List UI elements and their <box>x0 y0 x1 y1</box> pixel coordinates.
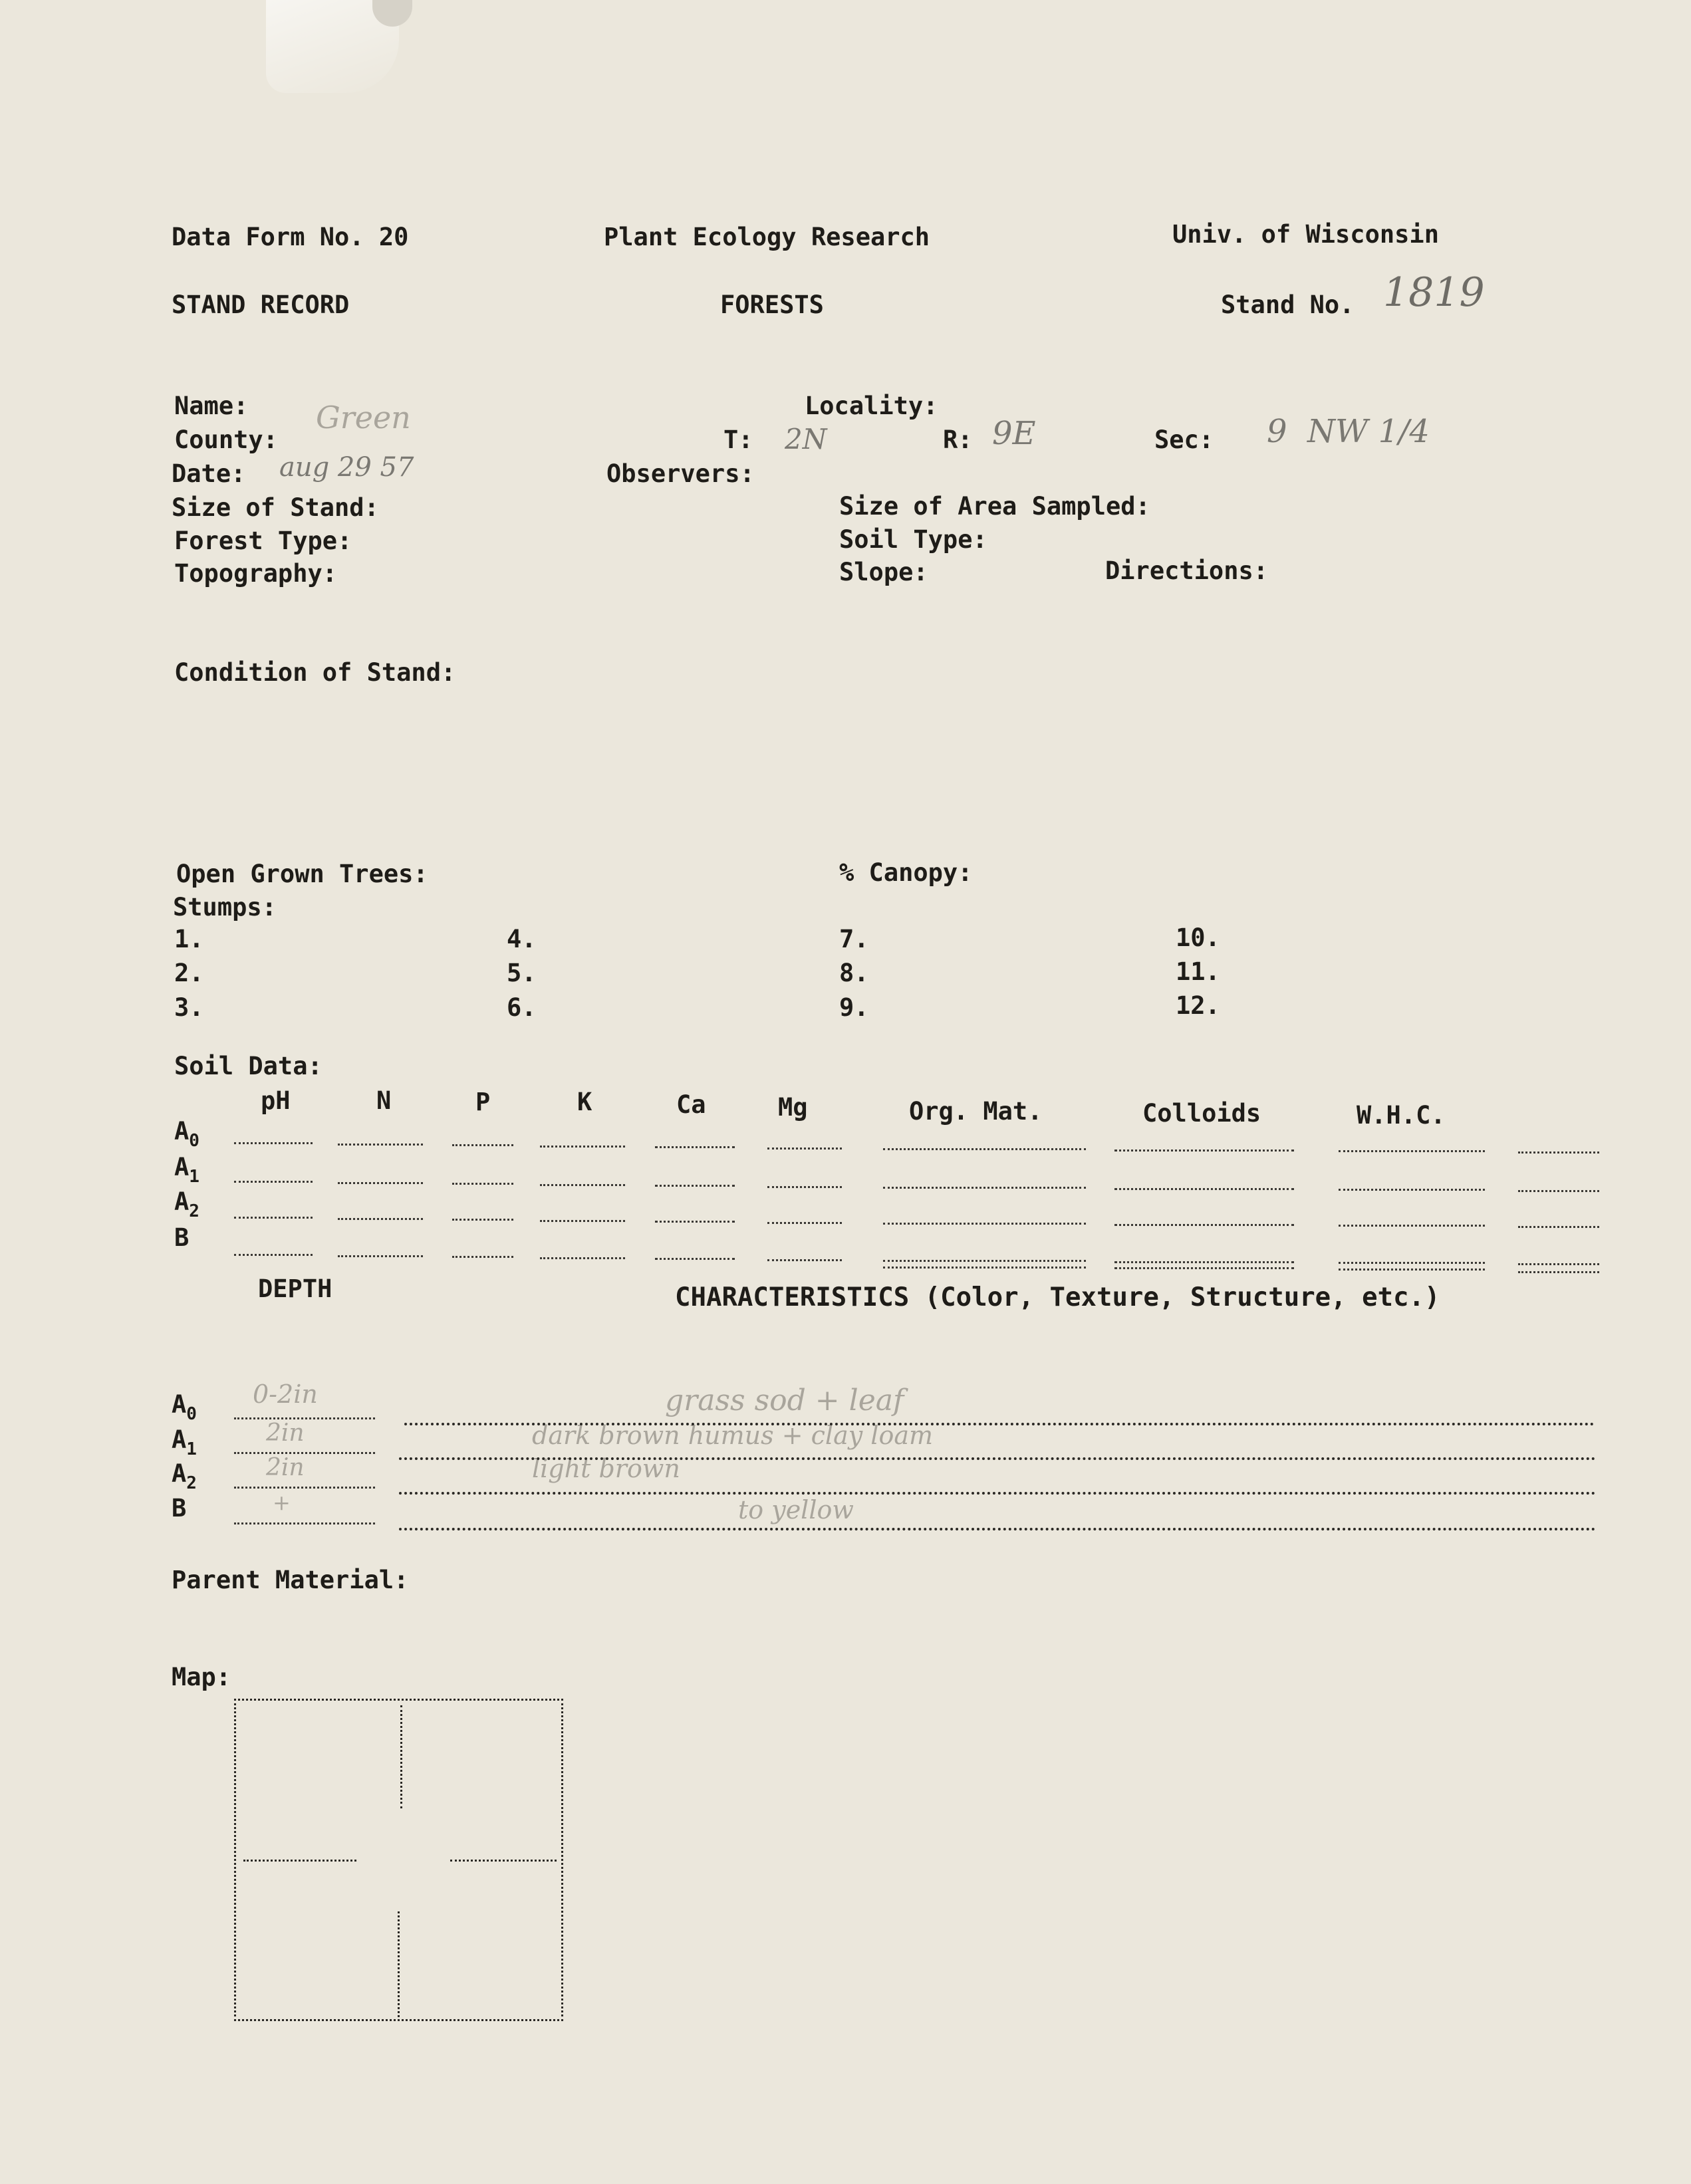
depth-label: DEPTH <box>258 1274 332 1303</box>
horizon-a0: $A_0$ <box>174 1117 199 1151</box>
parent-material-label: Parent Material: <box>172 1566 409 1594</box>
soil-cell-line <box>1339 1225 1485 1227</box>
col-mg: Mg <box>778 1093 808 1122</box>
program-title: Plant Ecology Research <box>604 223 930 251</box>
stump-10: 10. <box>1176 923 1220 952</box>
desc-a2: light brown <box>532 1454 680 1483</box>
soil-cell-line <box>655 1146 735 1148</box>
depth-a2: 2in <box>266 1454 305 1481</box>
soil-cell-line <box>1114 1261 1294 1263</box>
soil-cell-line <box>767 1148 842 1150</box>
col-org-mat: Org. Mat. <box>909 1097 1043 1126</box>
soil-cell-line <box>1518 1152 1599 1153</box>
profile-horizon-a0: $A_0$ <box>172 1390 197 1424</box>
profile-horizon-a2: $A_2$ <box>172 1459 197 1493</box>
section-label: Sec: <box>1154 425 1214 454</box>
section-value: 9 NW 1/4 <box>1267 413 1430 450</box>
soil-data-label: Soil Data: <box>174 1052 323 1080</box>
stump-5: 5. <box>507 959 537 987</box>
depth-a0: 0-2in <box>253 1380 318 1409</box>
desc-line-a1 <box>399 1457 1596 1460</box>
soil-cell-line <box>1114 1150 1294 1152</box>
topography-label: Topography: <box>174 559 338 588</box>
soil-cell-line <box>234 1181 313 1183</box>
col-p: P <box>475 1088 491 1116</box>
soil-cell-line <box>1518 1271 1599 1273</box>
stump-6: 6. <box>507 993 537 1022</box>
range-label: R: <box>943 425 973 454</box>
col-n: N <box>376 1086 392 1115</box>
stump-11: 11. <box>1176 957 1220 986</box>
stand-number-label: Stand No. <box>1221 291 1355 319</box>
desc-line-a0 <box>404 1423 1595 1425</box>
range-value: 9E <box>992 415 1036 452</box>
stump-8: 8. <box>839 959 869 987</box>
slope-label: Slope: <box>839 558 928 586</box>
soil-cell-line <box>338 1182 423 1184</box>
soil-cell-line <box>452 1256 513 1258</box>
soil-cell-line <box>452 1144 513 1146</box>
desc-a0: grass sod + leaf <box>665 1384 904 1417</box>
soil-cell-line <box>1114 1188 1294 1190</box>
soil-cell-line <box>1518 1226 1599 1228</box>
size-of-stand-label: Size of Stand: <box>172 493 379 522</box>
stand-number-value: 1819 <box>1383 269 1485 316</box>
size-of-area-label: Size of Area Sampled: <box>839 492 1150 521</box>
soil-cell-line <box>1518 1263 1599 1265</box>
open-grown-label: Open Grown Trees: <box>176 860 428 888</box>
horizon-b: B <box>174 1223 190 1252</box>
forest-type-label: Forest Type: <box>174 527 352 555</box>
col-colloids: Colloids <box>1142 1099 1261 1128</box>
soil-cell-line <box>234 1142 313 1144</box>
desc-line-b <box>399 1528 1596 1530</box>
soil-cell-line <box>1339 1189 1485 1191</box>
depth-a1: 2in <box>266 1419 305 1447</box>
col-k: K <box>577 1088 592 1116</box>
directions-label: Directions: <box>1105 556 1269 585</box>
profile-horizon-b: B <box>172 1494 187 1522</box>
soil-cell-line <box>767 1222 842 1224</box>
soil-cell-line <box>1339 1262 1485 1264</box>
soil-cell-line <box>338 1255 423 1257</box>
depth-line-a2 <box>234 1487 375 1489</box>
soil-cell-line <box>883 1223 1086 1225</box>
soil-cell-line <box>883 1148 1086 1150</box>
category: FORESTS <box>720 291 824 319</box>
stumps-label: Stumps: <box>173 893 277 921</box>
township-value: 2N <box>785 423 827 455</box>
depth-line-a1 <box>234 1452 375 1454</box>
locality-label: Locality: <box>805 392 938 420</box>
soil-cell-line <box>883 1260 1086 1262</box>
condition-label: Condition of Stand: <box>174 658 456 687</box>
name-label: Name: <box>174 392 249 420</box>
soil-cell-line <box>540 1220 625 1222</box>
stump-12: 12. <box>1176 991 1220 1020</box>
stump-9: 9. <box>839 993 869 1022</box>
form-number: Data Form No. 20 <box>172 223 409 251</box>
soil-cell-line <box>234 1217 313 1219</box>
soil-cell-line <box>1339 1269 1485 1271</box>
date-label: Date: <box>172 459 246 488</box>
depth-line-b <box>234 1522 375 1524</box>
soil-cell-line <box>540 1146 625 1148</box>
profile-horizon-a1: $A_1$ <box>172 1425 197 1459</box>
soil-cell-line <box>452 1183 513 1185</box>
date-value: aug 29 57 <box>279 452 414 483</box>
stump-1: 1. <box>174 925 204 953</box>
stump-7: 7. <box>839 925 869 953</box>
stump-4: 4. <box>507 925 537 953</box>
depth-line-a0 <box>234 1417 375 1419</box>
county-label: County: <box>174 425 278 454</box>
desc-a1: dark brown humus + clay loam <box>532 1421 934 1450</box>
soil-cell-line <box>883 1187 1086 1189</box>
township-label: T: <box>723 425 753 454</box>
depth-b: + <box>273 1490 291 1515</box>
stump-3: 3. <box>174 993 204 1022</box>
soil-cell-line <box>234 1254 313 1256</box>
county-value: Green <box>316 400 411 435</box>
stump-2: 2. <box>174 959 204 987</box>
soil-cell-line <box>767 1259 842 1261</box>
institution: Univ. of Wisconsin <box>1172 220 1439 249</box>
soil-cell-line <box>338 1144 423 1146</box>
canopy-label: % Canopy: <box>839 858 973 887</box>
record-type: STAND RECORD <box>172 291 350 319</box>
col-whc: W.H.C. <box>1357 1101 1446 1130</box>
soil-cell-line <box>1114 1267 1294 1269</box>
horizon-a2: $A_2$ <box>174 1187 199 1221</box>
map-label: Map: <box>172 1663 231 1691</box>
soil-cell-line <box>540 1184 625 1186</box>
soil-cell-line <box>655 1185 735 1187</box>
soil-cell-line <box>452 1219 513 1221</box>
soil-cell-line <box>1339 1150 1485 1152</box>
soil-cell-line <box>767 1186 842 1188</box>
soil-cell-line <box>1114 1224 1294 1226</box>
soil-type-label: Soil Type: <box>839 525 987 554</box>
desc-line-a2 <box>399 1492 1596 1495</box>
col-ca: Ca <box>676 1090 706 1119</box>
soil-cell-line <box>1518 1190 1599 1192</box>
soil-cell-line <box>655 1258 735 1260</box>
soil-cell-line <box>655 1221 735 1223</box>
desc-b: to yellow <box>738 1495 854 1524</box>
map-grid <box>234 1699 563 2021</box>
soil-cell-line <box>883 1267 1086 1269</box>
col-ph: pH <box>261 1086 291 1115</box>
horizon-a1: $A_1$ <box>174 1153 199 1187</box>
characteristics-label: CHARACTERISTICS (Color, Texture, Structure, etc.) <box>675 1282 1440 1312</box>
soil-cell-line <box>540 1257 625 1259</box>
observers-label: Observers: <box>606 459 755 488</box>
soil-cell-line <box>338 1218 423 1220</box>
